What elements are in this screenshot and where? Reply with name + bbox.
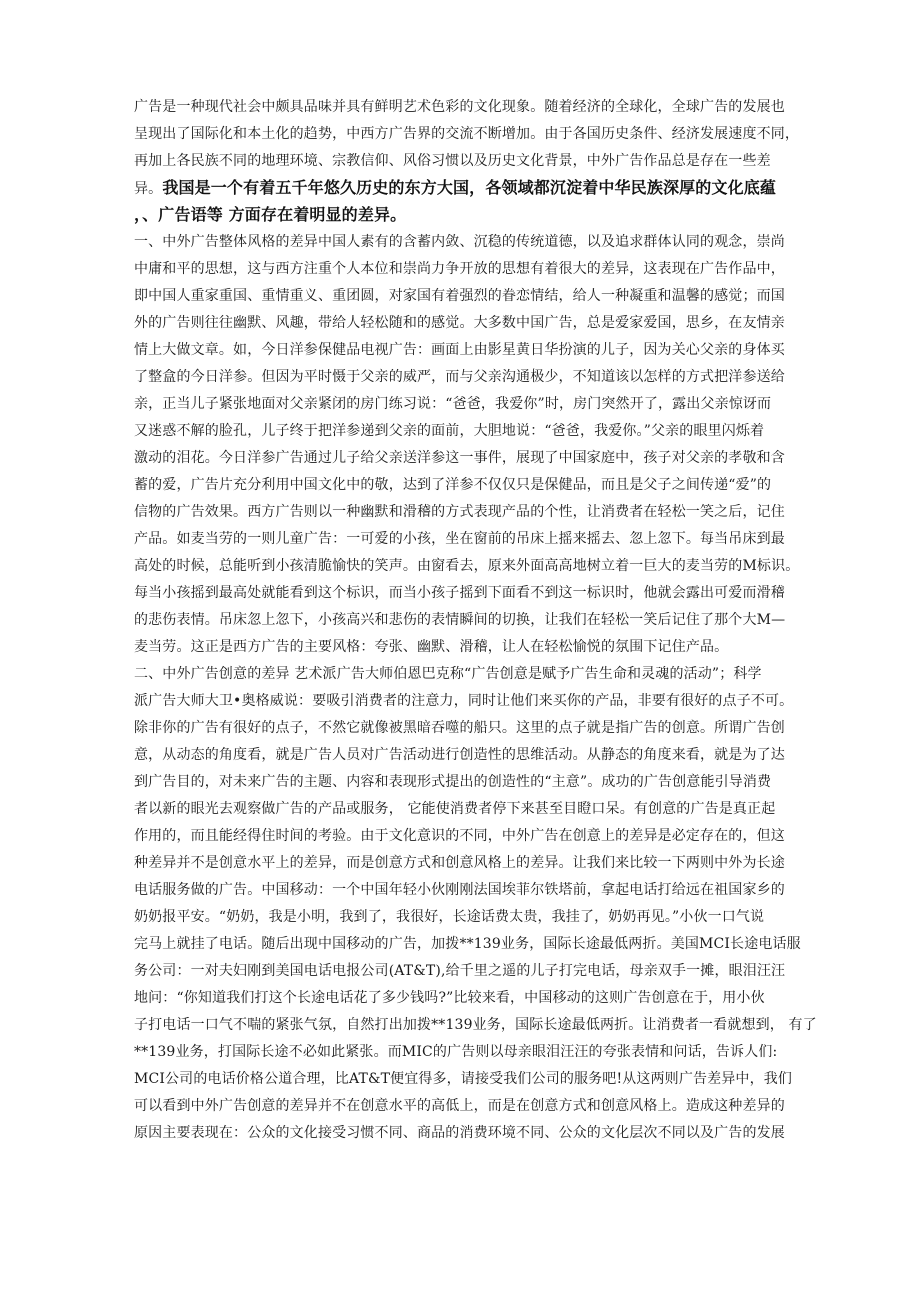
text-line: 地问：“你知道我们打这个长途电话花了多少钱吗?”比较来看，中国移动的这则广告创意在于，用小伙 [134,990,765,1006]
text-line: 激动的泪花。今日洋参广告通过儿子给父亲送洋参这一事件，展现了中国家庭中，孩子对父亲的孝敬和含 [134,450,785,466]
text-line: 原因主要表现在：公众的文化接受习惯不同、商品的消费环境不同、公众的文化层次不同以及广告的发展 [134,1125,785,1141]
text-line: 又迷惑不解的脸孔，儿子终于把洋参递到父亲的面前，大胆地说：“爸爸，我爱你。”父亲的眼里闪烁着 [134,423,765,439]
text-line: 广告是一种现代社会中颇具品味并具有鲜明艺术色彩的文化现象。随着经济的全球化，全球广告的发展也 [134,99,785,115]
text-line: 了整盒的今日洋参。但因为平时慑于父亲的威严，而与父亲沟通极少，不知道该以怎样的方式把洋参送给 [134,369,785,385]
text-line: 的悲伤表情。吊床忽上忽下，小孩高兴和悲伤的表情瞬间的切换，让我们在轻松一笑后记住了那个大M— [134,612,786,628]
text-line-segment: 异。 [134,181,163,197]
text-line: 外的广告则往往幽默、风趣，带给人轻松随和的感觉。大多数中国广告，总是爱家爱国，思乡，在友情亲 [134,315,785,331]
text-line: 亲，正当儿子紧张地面对父亲紧闭的房门练习说：“爸爸，我爱你”时，房门突然开了，露出父亲惊讶而 [134,396,772,412]
text-line: 务公司：一对夫妇刚到美国电话电报公司(AT&T),给千里之遥的儿子打完电话，母亲双手一摊，眼泪汪汪 [134,963,786,979]
text-line: 到广告目的，对未来广告的主题、内容和表现形式提出的创造性的“主意”。成功的广告创意能引导消费 [134,774,772,790]
text-line: 麦当劳。这正是西方广告的主要风格：夸张、幽默、滑稽，让人在轻松愉悦的氛围下记住产品。 [134,639,729,655]
text-line: 子打电话一口气不喘的紧张气氛，自然打出加拨**139业务，国际长途最低两折。让消费者一看就想到， 有了 [134,1017,817,1033]
bold-heading-text: 我国是一个有着五千年悠久历史的东方大国，各领域都沉淀着中华民族深厚的文化底蕴 [162,178,777,197]
text-line: 情上大做文章。如，今日洋参保健品电视广告：画面上由影星黄日华扮演的儿子，因为关心父亲的身体买 [134,342,785,358]
text-line: 信物的广告效果。西方广告则以一种幽默和滑稽的方式表现产品的个性，让消费者在轻松一笑之后，记住 [134,504,785,520]
text-line: 完马上就挂了电话。随后出现中国移动的广告，加拨**139业务，国际长途最低两折。美国MCI长途电话服 [134,936,801,952]
text-line: 即中国人重家重国、重情重义、重团圆，对家国有着强烈的眷恋情结，给人一种凝重和温馨的感觉；而国 [134,288,785,304]
text-line: 意，从动态的角度看，就是广告人员对广告活动进行创造性的思维活动。从静态的角度来看，就是为了达 [134,747,785,763]
text-line: 电话服务做的广告。中国移动：一个中国年轻小伙刚刚法国埃菲尔铁塔前，拿起电话打给远在祖国家乡的 [134,882,785,898]
text-line: 二、中外广告创意的差异 艺术派广告大师伯恩巴克称“广告创意是赋予广告生命和灵魂的活动”；科学 [134,666,762,682]
text-line: MCI公司的电话价格公道合理，比AT&T便宜得多，请接受我们公司的服务吧!从这两则广告差异中，我们 [134,1071,793,1087]
bold-heading-text: ，、广告语等 方面存在着明显的差异。 [134,205,407,224]
text-line: 派广告大师大卫•奥格威说：要吸引消费者的注意力，同时让他们来买你的产品，非要有很好的点子不可。 [134,693,794,709]
text-line: 一、中外广告整体风格的差异中国人素有的含蓄内敛、沉稳的传统道德，以及追求群体认同的观念，崇尚 [134,234,785,250]
text-line: 作用的，而且能经得住时间的考验。由于文化意识的不同，中外广告在创意上的差异是必定存在的，但这 [134,828,785,844]
text-line: 除非你的广告有很好的点子，不然它就像被黑暗吞噬的船只。这里的点子就是指广告的创意。所谓广告创 [134,720,785,736]
text-line: 蓄的爱，广告片充分利用中国文化中的敬，达到了洋参不仅仅只是保健品，而且是父子之间传递“爱”的 [134,477,772,493]
text-line: 种差异并不是创意水平上的差异，而是创意方式和创意风格上的差异。让我们来比较一下两则中外为长途 [134,855,785,871]
text-line: 产品。如麦当劳的一则儿童广告：一可爱的小孩，坐在窗前的吊床上摇来摇去、忽上忽下。每当吊床到最 [134,531,785,547]
text-line: **139业务，打国际长途不必如此紧张。而MIC的广告则以母亲眼泪汪汪的夸张表情和问话，告诉人们: [134,1044,778,1060]
text-line: 再加上各民族不同的地理环境、宗教信仰、风俗习惯以及历史文化背景，中外广告作品总是存在一些差 [134,153,771,169]
text-line: 中庸和平的思想，这与西方注重个人本位和崇尚力争开放的思想有着很大的差异，这表现在广告作品中， [134,261,785,277]
text-line: 呈现出了国际化和本土化的趋势，中西方广告界的交流不断增加。由于各国历史条件、经济发展速度不同， [134,126,800,142]
text-line [134,177,776,199]
text-line: 每当小孩摇到最高处就能看到这个标识，而当小孩子摇到下面看不到这一标识时，他就会露出可爱而滑稽 [134,585,785,601]
text-line: 者以新的眼光去观察做广告的产品或服务， 它能使消费者停下来甚至目瞪口呆。有创意的广告是真正起 [134,801,776,817]
text-line: 可以看到中外广告创意的差异并不在创意水平的高低上，而是在创意方式和创意风格上。造成这种差异的 [134,1098,785,1114]
text-line: 高处的时候，总能听到小孩清脆愉快的笑声。由窗看去，原来外面高高地树立着一巨大的麦当劳的M标识。 [134,558,800,574]
text-line: 奶奶报平安。“奶奶，我是小明，我到了，我很好，长途话费太贵，我挂了，奶奶再见。”小伙一口气说 [134,909,765,925]
